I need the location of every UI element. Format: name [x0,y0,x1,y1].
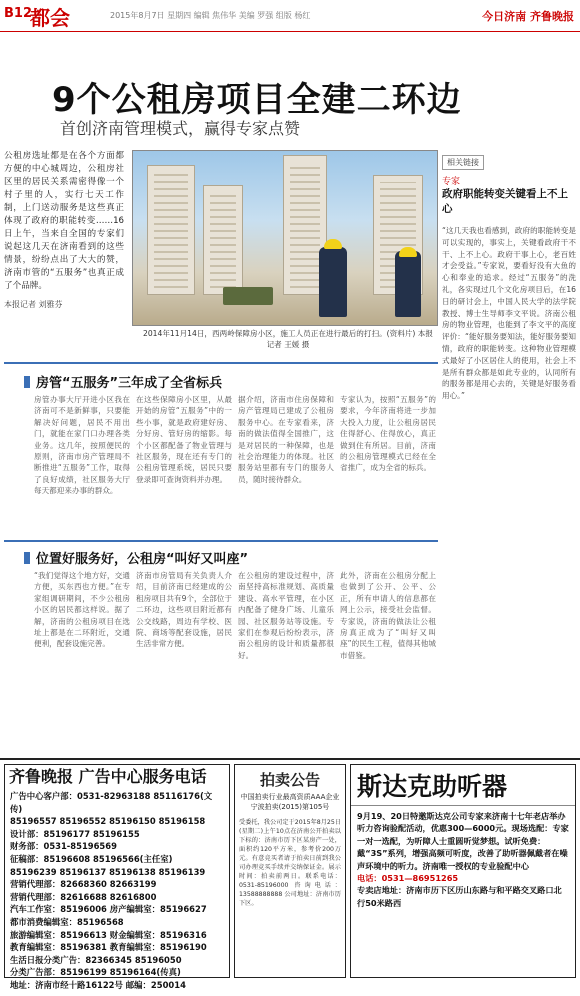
article-column: 专家认为，按照“五服务”的要求，今年济南将进一步加大投入力度，让公租房居民住得舒心、住得放心，真正做到住有所居。目前，济南的公租房管理模式已经在全省推广，成为全省的标兵。 [340,395,436,473]
article-column: 此外，济南在公租房分配上也做到了公开、公平、公正，所有申请人的信息都在网上公示，接受社会监督。专家说，济南的做法让公租房真正成为了“叫好又叫座”的民生工程，值得其他城市借鉴。 [340,571,436,660]
page-number: B12 [4,6,32,21]
ad3-body [351,806,575,913]
ad2-title: 拍卖公告 [259,771,320,789]
lead-text: 公租房选址都是在各个方面都方便的中心城周边，公租房社区里的居民关系需密得像一个村子里的人，实行七天工作制，上门送动服务是这些真正体现了政府的职能转变……16日上午，当来自全国的专家们说起这几天在济南看到的这些情景，纷纷点出了大大的赞，济南市管的“五服务”也真正成了个品牌。 [4,151,124,291]
ad1-list [5,786,229,996]
ad1-line: 85196239 85196137 85196138 85196139 [10,866,206,877]
section-title: 位置好服务好，公租房“叫好又叫座” [24,548,248,567]
article-column: “我们觉得这个地方好，交通方便，买东西也方便。”在专家组调研期间，不少公租房小区的居民都这样说。据了解，济南的公租房项目在选址上都是在二环附近，交通便利，配套设施完善。 [34,571,130,649]
paper-brand: 今日济南 齐鲁晚报 [482,10,574,23]
ad3-address: 专卖店地址：济南市历下区历山东路与和平路交叉路口北行50米路西 [357,885,562,908]
ad1-line: 营销代理部：82616688 82616800 [10,891,157,902]
ads-area [0,758,580,990]
ad1-line: 设计部：85196177 85196155 [10,828,140,839]
ad1-line: 85196557 85196552 85196150 85196158 [10,816,206,827]
related-tag: 相关链接 [442,155,484,170]
ad2-sub: 中国拍卖行业最高资质AAA企业 宁波拍卖(2015)第105号 [240,793,340,811]
building [203,185,243,295]
ad1-line: 广告中心客户部：0531-82963188 85116176(文传) [10,791,213,814]
ad-hearing-aid [350,764,576,978]
lead-box [4,150,124,350]
page-header [0,0,580,32]
ad1-line: 营销代理部：82668360 82663199 [10,879,157,890]
worker [319,247,347,317]
ad1-line: 地址：济南市经十路16122号 邮编：250014 [10,979,186,990]
building [147,165,195,295]
sidebar-body: “这几天我也看感到，政府的职能转变是可以实现的，事实上，关键看政府干不干、上不上心。政府干事上心，老百姓才会受益。”专家说，要看好没有大鱼的心和奉业的追求。经过“五服务”的洗礼，各实现过几个文化房项目后，在16日的研讨会上，中国人民大学的法学院教授、博士生导师李文平说。济南公租房的物业管理，也能到了李文平的高度评价：“能好服务要知法，能好服务要知情，政府的职能转变。这种物业管理模式最好了小区居住人的使用，社会上不是所有群众都是如此专业的，认同所有的服务都是用心去的，关键是好服务看用心。” [442,226,576,401]
news-photo [132,150,438,326]
wheelbarrow [223,287,273,305]
article-column: 在这些保障房小区里，从最开始的房管“五服务”中的一些小事，就是政府建好房、分好房、管好房的缩影。每个小区都配备了物业管理与社区服务，现在还有专门的公租房管理系统，居民只要登录即可查询资料并办理。 [136,395,232,484]
photo-caption: 2014年11月14日，西两岭保障房小区，施工人员正在进行最后的打扫。(资料片) 本报记者 王媛 摄 [143,329,433,349]
section-divider [4,540,438,542]
sidebar-title: 政府职能转变关键看上不上心 [442,188,568,215]
ad-service-phones [4,764,230,990]
ad1-line: 都市消费编辑室：85196568 [10,916,124,927]
ad1-line: 财务部：0531-85196569 [10,841,117,852]
headline: 9个公租房项目全建二环边 [52,80,462,120]
article-column: 济南市房管局有关负责人介绍，目前济南已经建成的公租房项目共有9个，全部位于二环边，这些项目附近都有公交线路，周边有学校、医院、商场等配套设施，居民生活非常方便。 [136,571,232,649]
section-title: 房管“五服务”三年成了全省标兵 [24,372,222,391]
ad1-line: 教育编辑室：85196381 教育编辑室：85196190 [10,942,207,953]
ad3-title: 斯达克助听器 [351,765,575,806]
byline: 本报记者 刘雅芬 [4,300,63,309]
article-column: 房管办事大厅开进小区我在济南可不是新鲜事，只要能解决好问题，居民不用出门，就能在家门口办理各类业务。这几年，按照便民的原则，济南市房产管理局不断推进“五服务”工作，取得了良好成绩，社区服务大厅每天都迎来办事的群众。 [34,395,130,496]
article-column: 据介绍，济南市住房保障和房产管理局已建成了公租房服务中心。在专家看来，济南的做法值得全国推广，这是对居民的一种保障，也是社会治理能力的体现。社区服务站里都有专门的服务人员，随时接待群众。 [238,395,334,484]
ad3-phone: 电话：0531—86951265 [357,873,459,884]
subhead: 首创济南管理模式，赢得专家点赞 [60,119,301,138]
ad-auction-notice [234,764,346,978]
ad1-line: 生活日报分类广告：82366345 85196050 [10,954,182,965]
helmet [324,239,342,249]
header-meta: 2015年8月7日 星期四 编辑 焦伟华 美编 罗强 组版 杨红 [110,11,311,20]
ad3-text: 9月19、20日特邀斯达克公司专家来济南十七年老店举办听力咨询验配活动，优惠300—6000元。现场选配：专家一对一选配，为听障人士重圆听觉梦想。试听免费：戴“3S”系列，增强高频可听度，改善了助听器佩戴者在噪声环境中的听力。济南唯一授权的专业验配中心 [357,811,569,871]
helmet [399,247,417,257]
sidebar [442,150,576,750]
sidebar-kicker: 专家 [442,177,461,187]
article-column: 在公租房的建设过程中，济南坚持高标准规划、高质量建设、高水平管理，在小区内配备了健身广场、儿童乐园、社区服务站等设施。专家们在参观后纷纷表示，济南公租房的设计和质量都很好。 [238,571,334,660]
ad2-body: 受委托，我公司定于2015年8月25日(星期二)上午10点在济南公开拍卖以下标的：济南市历下区某房产一处，面积约120平方米，参考价200万元。有意竞买者请于拍卖日前到我公司办理竞买手续并交纳保证金。展示时间：拍卖前两日。联系电话：0531-85196000 咨询电话：13588888888 公司地址：济南市历下区。 [239,819,341,907]
ad1-line: 汽车工作室：85196006 房产编辑室：85196627 [10,904,207,915]
ad1-title: 齐鲁晚报 广告中心服务电话 [9,767,207,786]
ad1-line: 征稿部：85196608 85196566(主任室) [10,853,173,864]
section-divider [4,362,438,364]
ad1-line: 旅游编辑室：85196613 财金编辑室：85196316 [10,929,207,940]
ad1-line: 分类广告部：85196199 85196164(传真) [10,967,181,978]
section-name: 都会 [30,6,70,30]
worker [395,251,421,317]
